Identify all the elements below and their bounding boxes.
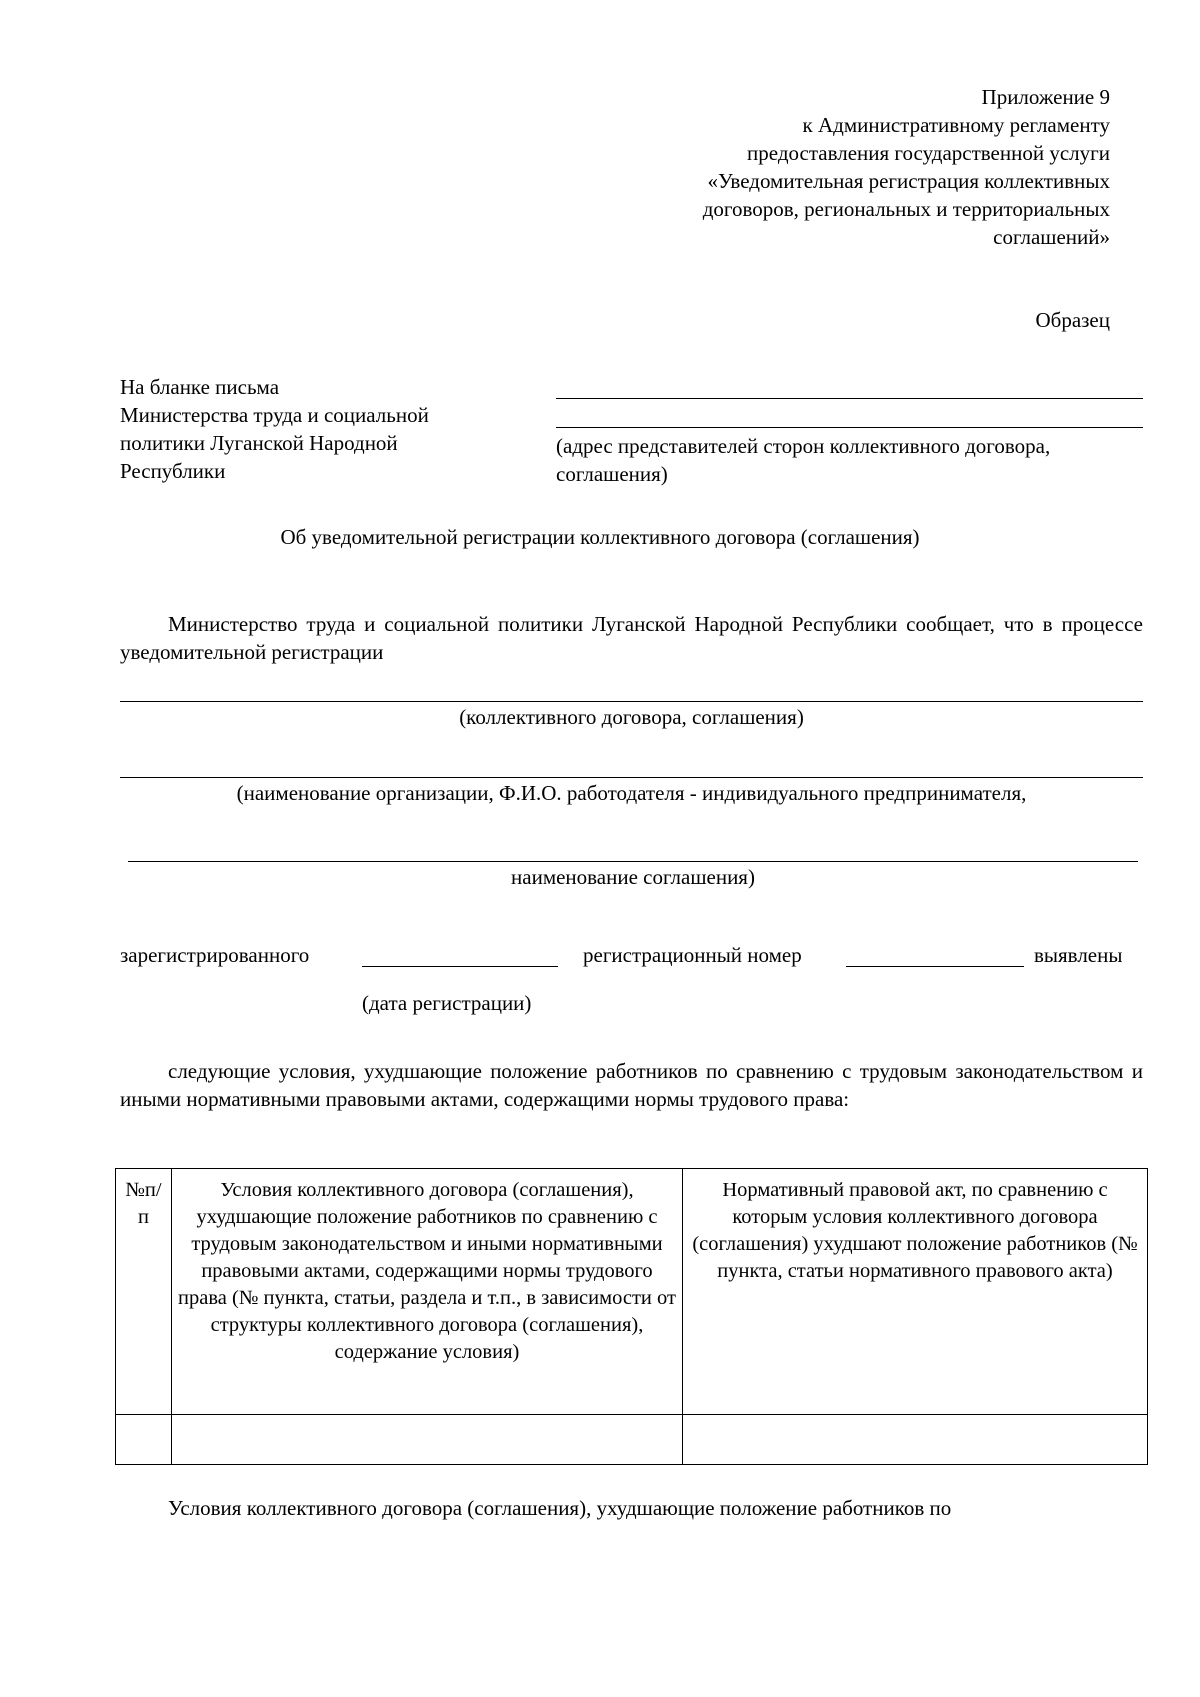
- table-cell[interactable]: [172, 1415, 683, 1465]
- appendix-line: предоставления государственной услуги: [747, 141, 1110, 165]
- appendix-line: Приложение 9: [981, 85, 1110, 109]
- conditions-table: [115, 1168, 1148, 1465]
- appendix-line: к Административному регламенту: [802, 113, 1110, 137]
- address-blank-line-1[interactable]: [556, 398, 1143, 399]
- letterhead-line: политики Луганской Народной: [120, 431, 398, 455]
- letterhead-note: [120, 373, 429, 485]
- header-legal-act: Нормативный правовой акт, по сравнению с которым условия коллективного договора (соглашения) ухудшают положение работников (№ пункта, статьи нормативного правового акта): [683, 1169, 1148, 1415]
- header-conditions: Условия коллективного договора (соглашения), ухудшающие положение работников по сравнению с трудовым законодательством и иными нормативными правовыми актами, содержащими нормы трудового права (№ пункта, статьи, раздела и т.п., в зависимости от структуры коллективного договора (соглашения), содержание условия): [172, 1169, 683, 1415]
- registration-date-caption: (дата регистрации): [362, 991, 532, 1015]
- header-number: №п/п: [116, 1169, 172, 1415]
- closing-paragraph: Условия коллективного договора (соглашения), ухудшающие положение работников по: [168, 1496, 952, 1520]
- table-header-row: [116, 1169, 1148, 1415]
- letterhead-line: Министерства труда и социальной: [120, 403, 429, 427]
- letterhead-line: На бланке письма: [120, 375, 280, 399]
- address-blank-line-2[interactable]: [556, 427, 1143, 428]
- document-title: Об уведомительной регистрации коллективного договора (соглашения): [280, 525, 920, 549]
- letterhead-line: Республики: [120, 459, 226, 483]
- found-label: выявлены: [1034, 943, 1123, 967]
- registered-label: зарегистрированного: [120, 943, 310, 967]
- registration-number-label: регистрационный номер: [583, 943, 802, 967]
- sample-label: Образец: [1035, 308, 1110, 332]
- address-caption: (адрес представителей сторон коллективного договора, соглашения): [556, 434, 1051, 486]
- organization-blank-line[interactable]: [120, 777, 1143, 778]
- agreement-name-blank-line[interactable]: [128, 861, 1138, 862]
- agreement-name-caption: наименование соглашения): [511, 865, 755, 889]
- intro-paragraph: Министерство труда и социальной политики Луганской Народной Республики сообщает, что в процессе уведомительной регистрации: [120, 612, 1143, 664]
- appendix-line: договоров, региональных и территориальных: [702, 197, 1110, 221]
- table-row: [116, 1415, 1148, 1465]
- table-cell[interactable]: [116, 1415, 172, 1465]
- conditions-paragraph: следующие условия, ухудшающие положение работников по сравнению с трудовым законодательством и иными нормативными правовыми актами, содержащими нормы трудового права:: [120, 1059, 1143, 1111]
- registration-date-blank[interactable]: [362, 966, 558, 967]
- appendix-line: соглашений»: [993, 225, 1110, 249]
- agreement-blank-line[interactable]: [120, 701, 1143, 702]
- registration-number-blank[interactable]: [846, 966, 1024, 967]
- appendix-header: [703, 83, 1110, 251]
- appendix-line: «Уведомительная регистрация коллективных: [707, 169, 1110, 193]
- agreement-caption: (коллективного договора, соглашения): [459, 705, 804, 729]
- table-cell[interactable]: [683, 1415, 1148, 1465]
- organization-caption: (наименование организации, Ф.И.О. работодателя - индивидуального предпринимателя,: [236, 781, 1027, 805]
